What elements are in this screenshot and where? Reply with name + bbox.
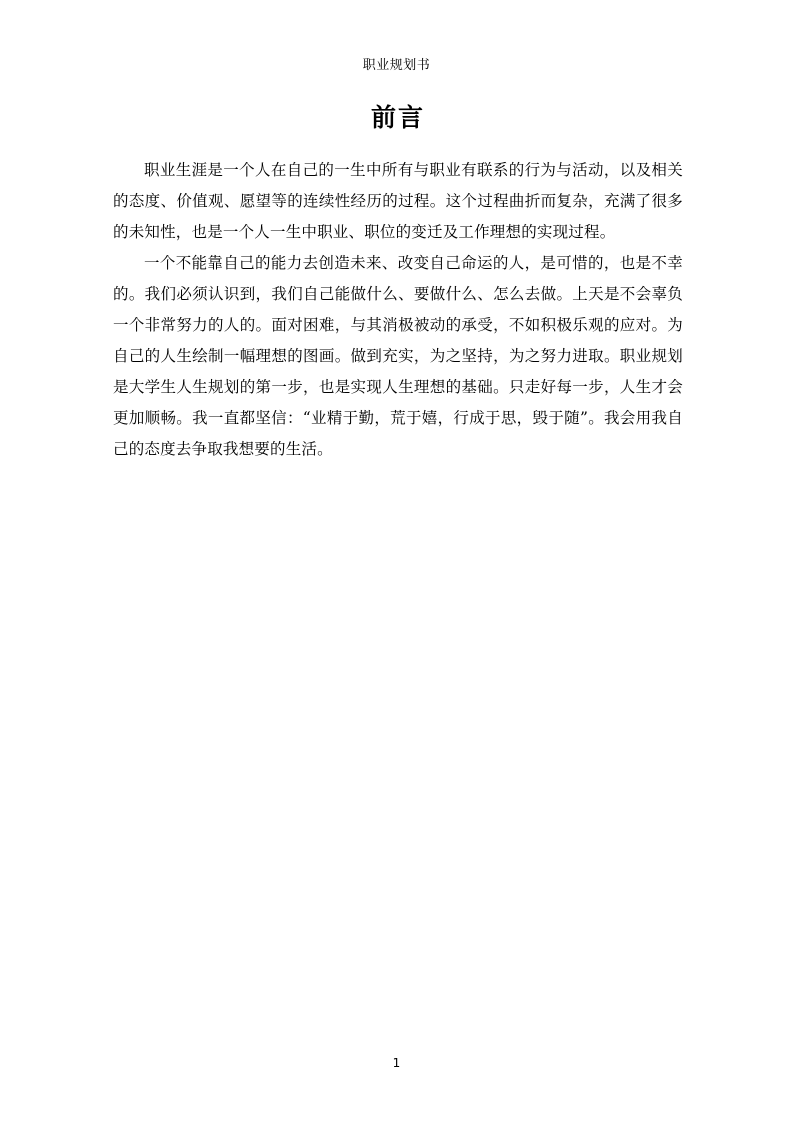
page-title: 前言 — [370, 103, 425, 132]
running-header: 职业规划书 — [362, 58, 431, 73]
paragraph-2: 一个不能靠自己的能力去创造未来、改变自己命运的人，是可惜的，也是不幸的。我们必须认识到，我们自己能做什么、要做什么、怎么去做。上天是不会辜负一个非常努力的人的。面对困难，与其消极被动的承受，不如积极乐观的应对。为自己的人生绘制一幅理想的图画。做到充实，为之坚持，为之努力进取。职业规划是大学生人生规划的第一步，也是实现人生理想的基础。只走好每一步，人生才会更加顺畅。我一直都坚信：“业精于勤，荒于嬉，行成于思，毁于随”。我会用我自己的态度去争取我想要的生活。 — [113, 254, 683, 458]
document-body — [113, 100, 683, 465]
paragraph-1: 职业生涯是一个人在自己的一生中所有与职业有联系的行为与活动，以及相关的态度、价值观、愿望等的连续性经历的过程。这个过程曲折而复杂，充满了很多的未知性，也是一个人一生中职业、职位的变迁及工作理想的实现过程。 — [113, 161, 683, 241]
page-number: 1 — [392, 1056, 401, 1070]
